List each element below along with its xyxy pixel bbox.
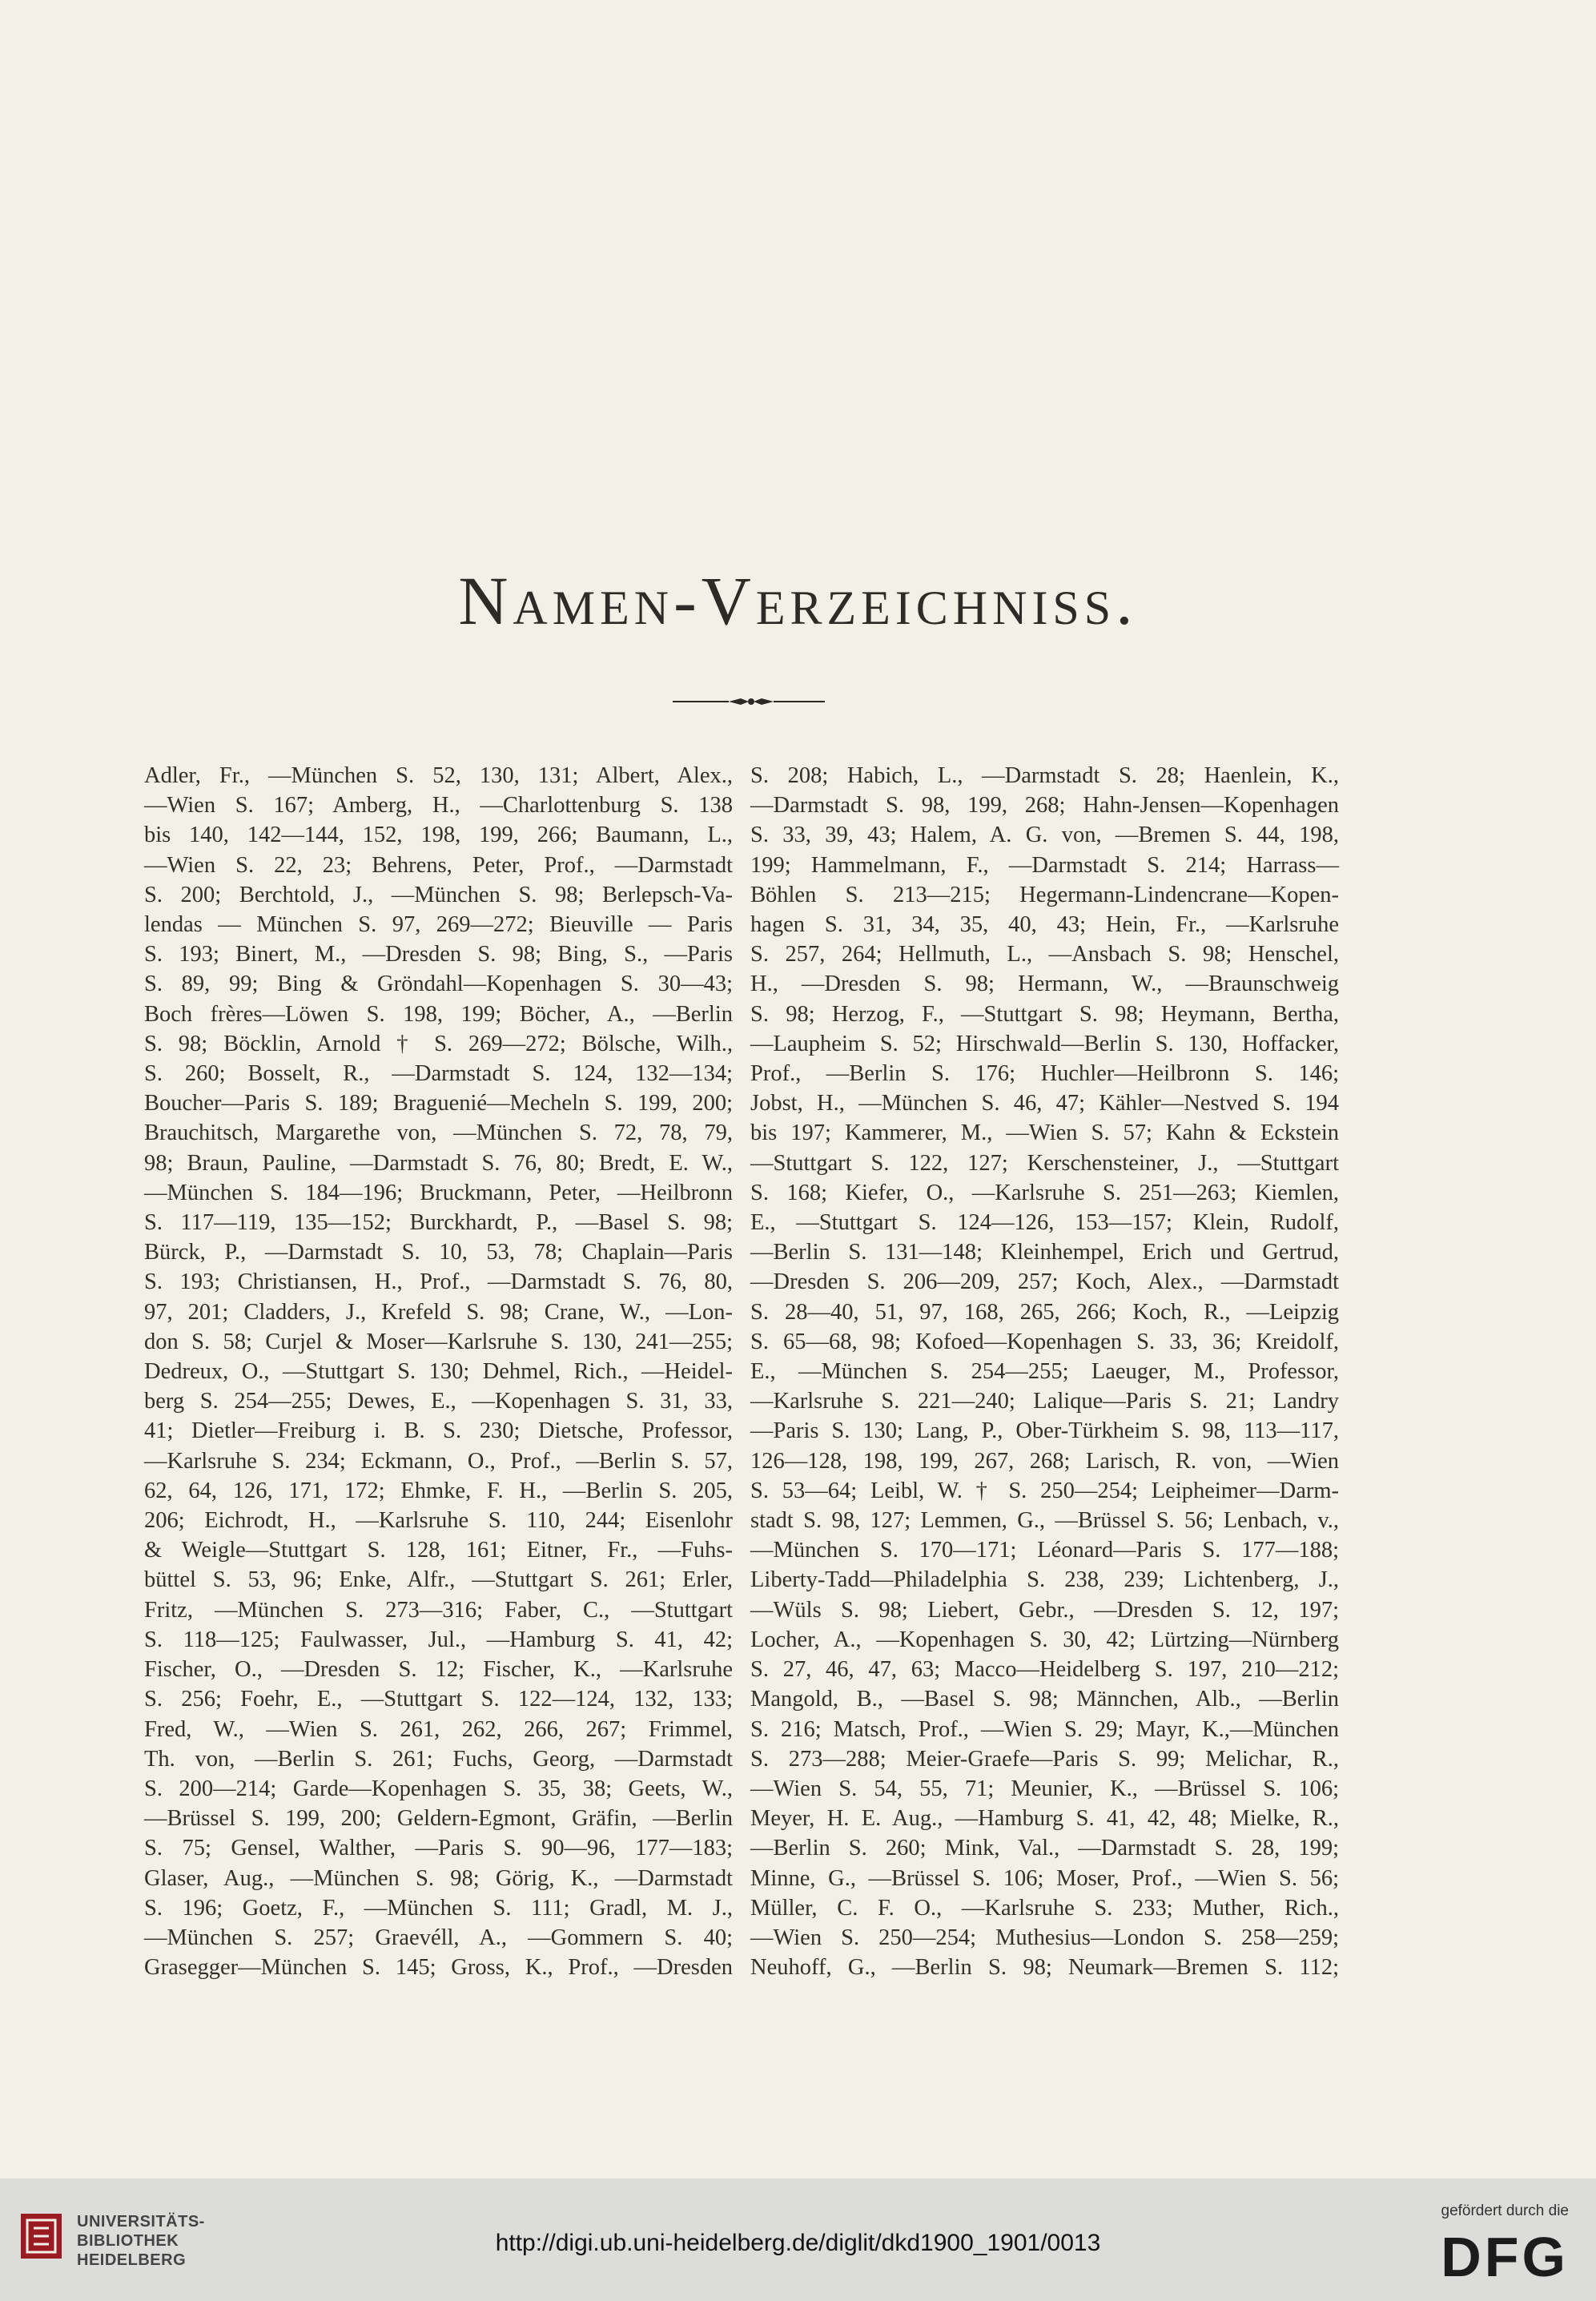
index-entry-line: S. 216; Matsch, Prof., —Wien S. 29; Mayr, K.,—München [750,1716,1339,1742]
index-entry-line: —Darmstadt S. 98, 199, 268; Hahn-Jensen—Kopenhagen [750,793,1339,819]
index-entry-line: S. 98; Böcklin, Arnold † S. 269—272; Bölsche, Wilh., [144,1031,733,1056]
index-entry-line: S. 28—40, 51, 97, 168, 265, 266; Koch, R., —Leipzig [750,1299,1339,1325]
index-entry-line: —Berlin S. 260; Mink, Val., —Darmstadt S. 28, 199; [750,1836,1339,1861]
index-entry-line: S. 200—214; Garde—Kopenhagen S. 35, 38; Geets, W., [144,1776,733,1801]
index-entry-line: Boch frères—Löwen S. 198, 199; Böcher, A., —Berlin [144,1001,733,1027]
source-url-link[interactable]: http://digi.ub.uni-heidelberg.de/diglit/dkd1900_1901/0013 [495,2230,1101,2256]
index-entry-line: bis 140, 142—144, 152, 198, 199, 266; Baumann, L., [144,823,733,848]
index-entry-line: 41; Dietler—Freiburg i. B. S. 230; Dietsche, Professor, [144,1418,733,1444]
index-entry-line: —Stuttgart S. 122, 127; Kerschensteiner, J., —Stuttgart [750,1150,1339,1176]
index-entry-line: S. 118—125; Faulwasser, Jul., —Hamburg S. 41, 42; [144,1627,733,1652]
index-entry-line: S. 33, 39, 43; Halem, A. G. von, —Bremen S. 44, 198, [750,823,1339,848]
index-entry-line: Adler, Fr., —München S. 52, 130, 131; Albert, Alex., [144,763,733,788]
index-entry-line: & Weigle—Stuttgart S. 128, 161; Eitner, Fr., —Fuhs- [144,1538,733,1563]
index-entry-line: —Laupheim S. 52; Hirschwald—Berlin S. 130, Hoffacker, [750,1031,1339,1056]
dfg-logo: DFG [1441,2226,1569,2288]
library-line: UNIVERSITÄTS- [77,2213,205,2231]
index-entry-line: 97, 201; Cladders, J., Krefeld S. 98; Crane, W., —Lon- [144,1299,733,1325]
index-entry-line: don S. 58; Curjel & Moser—Karlsruhe S. 130, 241—255; [144,1329,733,1354]
index-entry-line: —Wien S. 250—254; Muthesius—London S. 258—259; [750,1925,1339,1950]
index-entry-line: S. 193; Christiansen, H., Prof., —Darmstadt S. 76, 80, [144,1269,733,1295]
index-column-right [750,761,1339,1982]
index-entry-line: Prof., —Berlin S. 176; Huchler—Heilbronn S. 146; [750,1061,1339,1087]
index-entry-line: —Brüssel S. 199, 200; Geldern-Egmont, Gräfin, —Berlin [144,1806,733,1832]
index-entry-line: S. 256; Foehr, E., —Stuttgart S. 122—124, 132, 133; [144,1687,733,1712]
index-entry-line: 62, 64, 126, 171, 172; Ehmke, F. H., —Berlin S. 205, [144,1478,733,1503]
index-entry-line: Brauchitsch, Margarethe von, —München S. 72, 78, 79, [144,1120,733,1146]
index-entry-line: —Karlsruhe S. 234; Eckmann, O., Prof., —Berlin S. 57, [144,1448,733,1474]
index-entry-line: Meyer, H. E. Aug., —Hamburg S. 41, 42, 48; Mielke, R., [750,1806,1339,1832]
index-entry-line: 199; Hammelmann, F., —Darmstadt S. 214; Harrass— [750,852,1339,878]
index-entry-line: Locher, A., —Kopenhagen S. 30, 42; Lürtzing—Nürnberg [750,1627,1339,1652]
index-entry-line: hagen S. 31, 34, 35, 40, 43; Hein, Fr., —Karlsruhe [750,912,1339,938]
index-entry-line: Liberty-Tadd—Philadelphia S. 238, 239; Lichtenberg, J., [750,1567,1339,1593]
index-entry-line: berg S. 254—255; Dewes, E., —Kopenhagen S. 31, 33, [144,1389,733,1414]
index-entry-line: stadt S. 98, 127; Lemmen, G., —Brüssel S. 56; Lenbach, v., [750,1508,1339,1534]
index-entry-line: S. 117—119, 135—152; Burckhardt, P., —Basel S. 98; [144,1210,733,1236]
index-entry-line: —Wien S. 167; Amberg, H., —Charlottenburg S. 138 [144,793,733,819]
index-entry-line: S. 75; Gensel, Walther, —Paris S. 90—96, 177—183; [144,1836,733,1861]
index-entry-line: S. 273—288; Meier-Graefe—Paris S. 99; Melichar, R., [750,1746,1339,1772]
index-entry-line: 98; Braun, Pauline, —Darmstadt S. 76, 80; Bredt, E. W., [144,1150,733,1176]
index-entry-line: Jobst, H., —München S. 46, 47; Kähler—Nestved S. 194 [750,1091,1339,1116]
index-entry-line: Mangold, B., —Basel S. 98; Männchen, Alb., —Berlin [750,1687,1339,1712]
index-entry-line: Müller, C. F. O., —Karlsruhe S. 233; Muther, Rich., [750,1895,1339,1921]
library-line: BIBLIOTHEK [77,2232,179,2250]
index-entry-line: lendas — München S. 97, 269—272; Bieuville — Paris [144,912,733,938]
index-entry-line: Dedreux, O., —Stuttgart S. 130; Dehmel, Rich., —Heidel- [144,1359,733,1385]
index-entry-line: Minne, G., —Brüssel S. 106; Moser, Prof., —Wien S. 56; [750,1865,1339,1891]
index-entry-line: Neuhoff, G., —Berlin S. 98; Neumark—Bremen S. 112; [750,1955,1339,1981]
index-entry-line: Glaser, Aug., —München S. 98; Görig, K., —Darmstadt [144,1865,733,1891]
index-entry-line: Boucher—Paris S. 189; Braguenié—Mecheln S. 199, 200; [144,1091,733,1116]
index-entry-line: —Paris S. 130; Lang, P., Ober-Türkheim S. 98, 113—117, [750,1418,1339,1444]
index-entry-line: —München S. 170—171; Léonard—Paris S. 177—188; [750,1538,1339,1563]
index-entry-line: S. 27, 46, 47, 63; Macco—Heidelberg S. 197, 210—212; [750,1657,1339,1683]
index-entry-line: H., —Dresden S. 98; Hermann, W., —Braunschweig [750,971,1339,997]
index-entry-line: Fischer, O., —Dresden S. 12; Fischer, K., —Karlsruhe [144,1657,733,1683]
index-entry-line: —Wien S. 54, 55, 71; Meunier, K., —Brüssel S. 106; [750,1776,1339,1801]
index-entry-line: —Dresden S. 206—209, 257; Koch, Alex., —Darmstadt [750,1269,1339,1295]
index-entry-line: Fritz, —München S. 273—316; Faber, C., —Stuttgart [144,1597,733,1623]
index-entry-line: S. 257, 264; Hellmuth, L., —Ansbach S. 98; Henschel, [750,942,1339,967]
index-entry-line: S. 193; Binert, M., —Dresden S. 98; Bing, S., —Paris [144,942,733,967]
index-entry-line: bis 197; Kammerer, M., —Wien S. 57; Kahn & Eckstein [750,1120,1339,1146]
index-entry-line: S. 65—68, 98; Kofoed—Kopenhagen S. 33, 36; Kreidolf, [750,1329,1339,1354]
index-entry-line: 126—128, 198, 199, 267, 268; Larisch, R. von, —Wien [750,1448,1339,1474]
index-entry-line: Böhlen S. 213—215; Hegermann-Lindencrane—Kopen- [750,882,1339,907]
index-entry-line: —Karlsruhe S. 221—240; Lalique—Paris S. 21; Landry [750,1389,1339,1414]
index-entry-line: Bürck, P., —Darmstadt S. 10, 53, 78; Chaplain—Paris [144,1240,733,1265]
index-entry-line: S. 98; Herzog, F., —Stuttgart S. 98; Heymann, Bertha, [750,1001,1339,1027]
ornament-divider [673,692,825,711]
index-entry-line: E., —München S. 254—255; Laeuger, M., Professor, [750,1359,1339,1385]
page-title: Namen-Verzeichniss. [458,562,1138,639]
index-column-left [144,761,733,1982]
index-entry-line: —München S. 184—196; Bruckmann, Peter, —Heilbronn [144,1180,733,1205]
index-entry-line: E., —Stuttgart S. 124—126, 153—157; Klein, Rudolf, [750,1210,1339,1236]
index-entry-line: —München S. 257; Graevéll, A., —Gommern S. 40; [144,1925,733,1950]
index-entry-line: S. 53—64; Leibl, W. † S. 250—254; Leipheimer—Darm- [750,1478,1339,1503]
index-entry-line: Th. von, —Berlin S. 261; Fuchs, Georg, —Darmstadt [144,1746,733,1772]
index-entry-line: S. 89, 99; Bing & Gröndahl—Kopenhagen S. 30—43; [144,971,733,997]
funding-text: gefördert durch die [1441,2202,1569,2219]
index-entry-line: S. 168; Kiefer, O., —Karlsruhe S. 251—263; Kiemlen, [750,1180,1339,1205]
index-entry-line: Fred, W., —Wien S. 261, 262, 266, 267; Frimmel, [144,1716,733,1742]
index-entry-line: —Berlin S. 131—148; Kleinhempel, Erich und Gertrud, [750,1240,1339,1265]
index-entry-line: büttel S. 53, 96; Enke, Alfr., —Stuttgart S. 261; Erler, [144,1567,733,1593]
index-entry-line: 206; Eichrodt, H., —Karlsruhe S. 110, 244; Eisenlohr [144,1508,733,1534]
index-entry-line: —Wüls S. 98; Liebert, Gebr., —Dresden S. 12, 197; [750,1597,1339,1623]
index-entry-line: —Wien S. 22, 23; Behrens, Peter, Prof., —Darmstadt [144,852,733,878]
index-entry-line: S. 260; Bosselt, R., —Darmstadt S. 124, 132—134; [144,1061,733,1087]
library-line: HEIDELBERG [77,2251,187,2269]
index-entry-line: S. 208; Habich, L., —Darmstadt S. 28; Haenlein, K., [750,763,1339,788]
index-entry-line: S. 196; Goetz, F., —München S. 111; Gradl, M. J., [144,1895,733,1921]
index-entry-line: S. 200; Berchtold, J., —München S. 98; Berlepsch-Va- [144,882,733,907]
digitization-footer [0,2178,1596,2301]
index-entry-line: Grasegger—München S. 145; Gross, K., Prof., —Dresden [144,1955,733,1981]
